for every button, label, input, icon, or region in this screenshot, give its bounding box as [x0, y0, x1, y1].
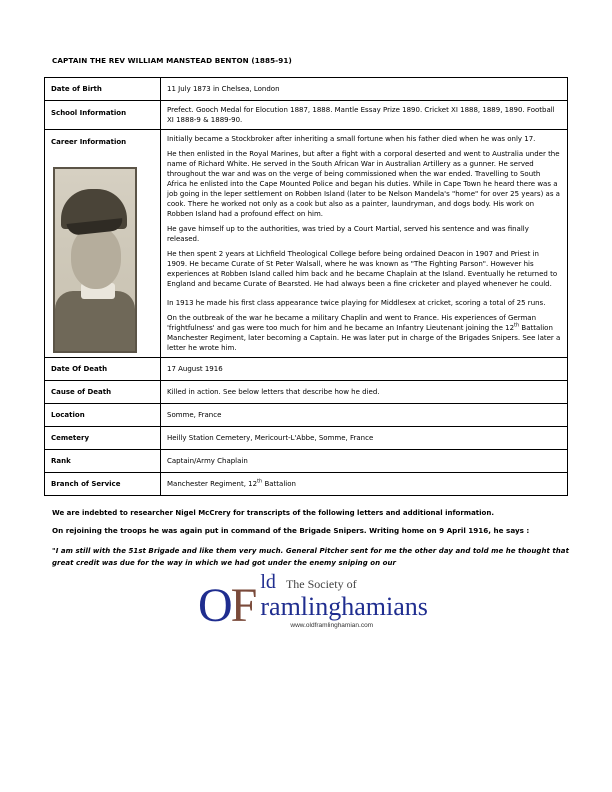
career-paragraph-last — [167, 313, 561, 353]
row-label: Rank — [45, 450, 161, 473]
text-span: Manchester Regiment, 12 — [167, 480, 258, 488]
logo-top-row — [260, 573, 428, 593]
acknowledgement-text: We are indebted to researcher Nigel McCrery for transcripts of the following letters and additional information. — [52, 509, 495, 517]
logo-ld: ld — [260, 571, 276, 593]
row-value — [161, 130, 568, 358]
row-label: Date Of Death — [45, 358, 161, 381]
biography-table — [44, 77, 568, 496]
photo-coat — [55, 291, 135, 353]
row-label: Cemetery — [45, 427, 161, 450]
table-row-death-date — [45, 358, 568, 381]
row-value — [161, 473, 568, 496]
logo-society-of: The Society of — [285, 577, 357, 591]
row-label: Date of Birth — [45, 78, 161, 101]
photo-face — [71, 227, 121, 289]
portrait-photo — [53, 167, 137, 353]
row-label-cell — [45, 130, 161, 358]
text-span: Battalion — [262, 480, 296, 488]
row-label: Branch of Service — [45, 473, 161, 496]
letter-quote: "I am still with the 51st Brigade and like them very much. General Pitcher sent for me the other day and told me he thought that great credit was due for the way in which we had got under the enemy sniping on our — [52, 547, 569, 567]
row-value: Prefect. Gooch Medal for Elocution 1887, 1888. Mantle Essay Prize 1890. Cricket XI 1888, 1889, 1890. Football XI 1888-9 & 1889-90. — [161, 101, 568, 130]
table-row-school — [45, 101, 568, 130]
table-row-location — [45, 404, 568, 427]
row-value: Killed in action. See below letters that describe how he died. — [161, 381, 568, 404]
row-value: 11 July 1873 in Chelsea, London — [161, 78, 568, 101]
table-row-branch — [45, 473, 568, 496]
society-logo — [198, 573, 458, 630]
logo-wordmark — [260, 573, 428, 630]
logo-url: www.oldframlinghamian.com — [290, 622, 374, 629]
table-row-career — [45, 130, 568, 358]
row-label: Cause of Death — [45, 381, 161, 404]
table-row-death-cause — [45, 381, 568, 404]
page-title: CAPTAIN THE REV WILLIAM MANSTEAD BENTON (1885-91) — [52, 56, 292, 65]
row-value: Captain/Army Chaplain — [161, 450, 568, 473]
row-value: Somme, France — [161, 404, 568, 427]
text-span: Battalion Manchester Regiment, later becoming a Captain. He was later put in charge of the Brigades Snipers. See later a letter he wrote him. — [167, 324, 561, 352]
superscript: th — [257, 478, 263, 485]
row-label: Career Information — [51, 138, 127, 146]
table-row-birth — [45, 78, 568, 101]
logo-letter-o: O — [198, 579, 233, 632]
row-value: 17 August 1916 — [161, 358, 568, 381]
career-paragraph: He gave himself up to the authorities, was tried by a Court Martial, served his sentence and was finally released. — [167, 225, 529, 243]
logo-ramlinghamians: ramlinghamians — [260, 592, 428, 621]
career-paragraph: He then spent 2 years at Lichfield Theological College before being ordained Deacon in 1907 and Priest in 1909. He became Curate of St Peter Walsall, where he was known as "The Fighting Parson". However his experiences at Robben Island called him back and he became Chaplain at the Island. Eventually he returned to England and became Curate of Bearsted. He had always been a fine cricketer and played whenever he could. — [167, 250, 558, 288]
superscript: th — [514, 322, 520, 329]
career-paragraph: In 1913 he made his first class appearance twice playing for Middlesex at cricket, scoring a total of 25 runs. — [167, 299, 546, 307]
career-paragraph: Initially became a Stockbroker after inheriting a small fortune when his father died when he was only 17. — [167, 135, 536, 143]
letter-intro: On rejoining the troops he was again put in command of the Brigade Snipers. Writing home on 9 April 1916, he says : — [52, 526, 530, 535]
row-label: School Information — [45, 101, 161, 130]
table-row-rank — [45, 450, 568, 473]
row-label: Location — [45, 404, 161, 427]
row-value: Heilly Station Cemetery, Mericourt-L'Abbe, Somme, France — [161, 427, 568, 450]
table-row-cemetery — [45, 427, 568, 450]
logo-letter-f: F — [230, 579, 258, 632]
logo-monogram — [198, 579, 258, 632]
career-paragraph: He then enlisted in the Royal Marines, but after a fight with a corporal deserted and went to Australia under the name of Richard White. He served in the South African War in Australian Artillery as a gunner. He served throughout the war and was on the verge of being commissioned when the war ended. Travelling to South Africa he enlisted into the Cape Mounted Police and began his duties. While in Cape Town he heard there was a job going in the leper settlement on Robben Island (later to be Nelson Mandela's "home" for over 25 years) as a cook. There he worked not only as a cook but also as a painter, laundryman, and dogs body. His work on Robben Island had a profound effect on him. — [167, 150, 560, 218]
text-span: On the outbreak of the war he became a military Chaplin and went to France. His experiences of German 'frightfulness' and gas were too much for him and he became an Infantry Lieutenant joining the 12 — [167, 314, 537, 332]
